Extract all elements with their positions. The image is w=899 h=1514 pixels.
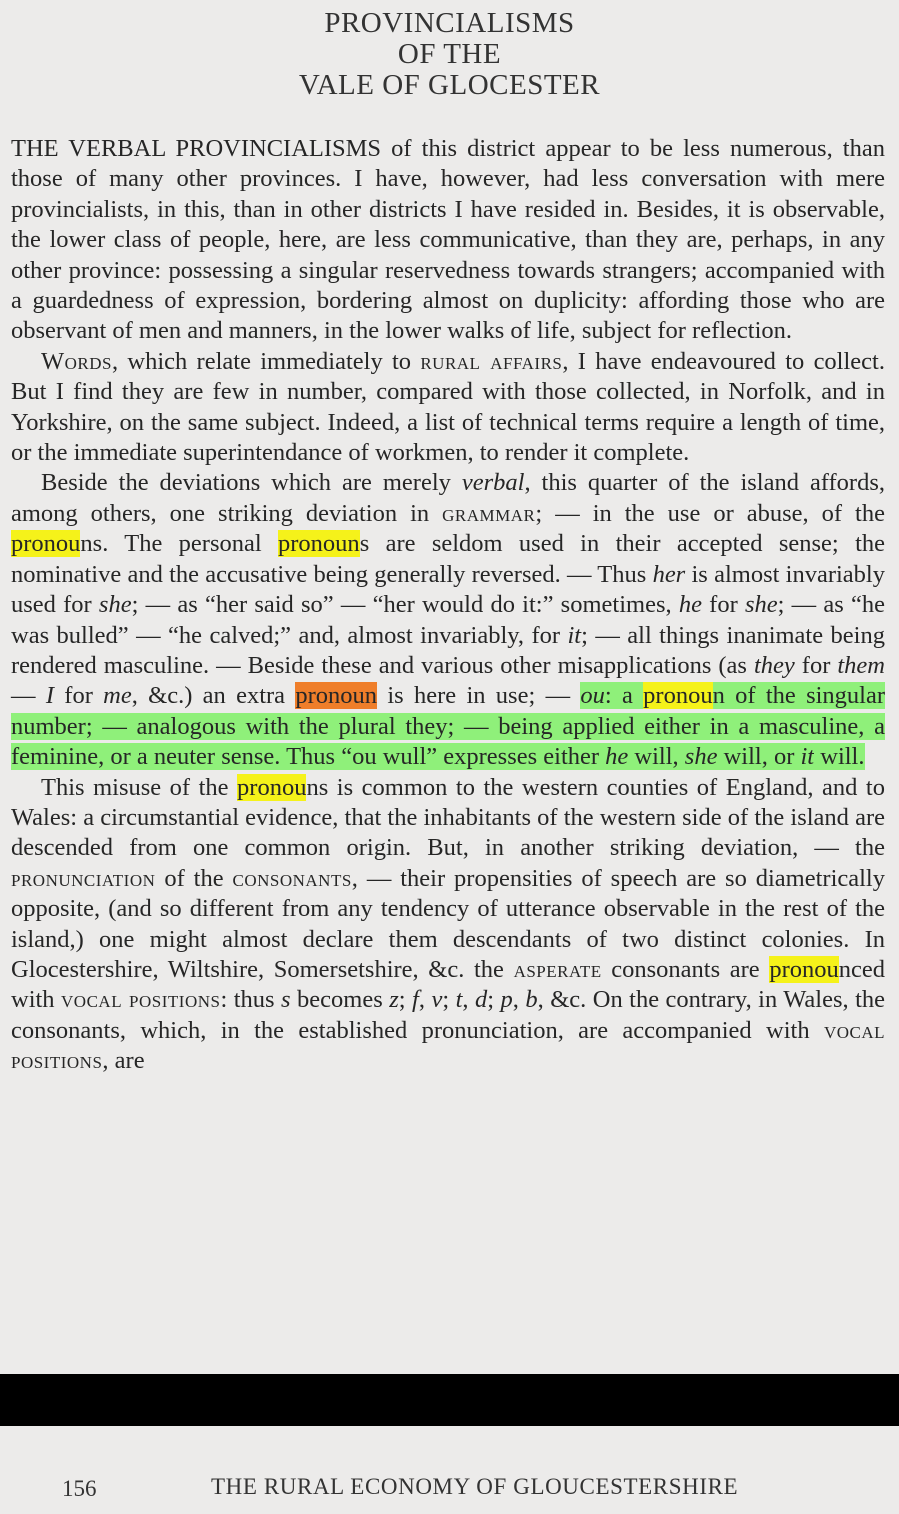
- small-caps-run: rural affairs: [420, 347, 563, 375]
- text-run: , &c.) an extra: [131, 682, 296, 710]
- highlight-yellow[interactable]: pronou: [769, 955, 839, 983]
- italic-run: they: [753, 651, 795, 679]
- small-caps-run: vocal positions: [11, 1016, 885, 1075]
- highlight-yellow[interactable]: pronoun: [278, 530, 360, 558]
- italic-run: me: [103, 682, 132, 710]
- italic-run: it: [567, 621, 582, 649]
- text-run: ns is common to the western counties of England, and to Wales: a circumstantial evidence, that the inhabitants of the western side of the island are descended from one common origin. But, in another striking deviation, — the: [11, 773, 885, 862]
- highlight-green[interactable]: : a: [604, 682, 644, 710]
- highlight-orange[interactable]: pronoun: [295, 682, 378, 710]
- text-run: ; — all things inanimate being rendered masculine. — Beside these and various other misapplications (as: [11, 621, 885, 679]
- paragraph-4: [11, 773, 885, 1077]
- running-head: THE RURAL ECONOMY OF GLOUCESTERSHIRE: [211, 1474, 739, 1499]
- text-run: is almost invariably used for: [11, 560, 885, 619]
- text-run: , are: [102, 1047, 145, 1075]
- small-caps-run: asperate: [513, 955, 602, 983]
- text-run: This misuse of the: [41, 773, 238, 801]
- text-run: s are seldom used in their accepted sense; the nominative and the accusative being generally reversed. — Thus: [11, 530, 885, 588]
- paragraph-2: [11, 347, 885, 469]
- paragraph-3: [11, 468, 885, 772]
- highlight-green[interactable]: will,: [628, 743, 685, 771]
- text-run: ,: [418, 986, 432, 1014]
- italic-run: verbal: [461, 469, 525, 497]
- highlight-green[interactable]: ou: [580, 682, 605, 710]
- title-line-3: VALE OF GLOCESTER: [298, 69, 601, 101]
- page-lower-area: [0, 1426, 899, 1514]
- paragraph-2-lead: Words: [41, 347, 112, 375]
- small-caps-run: vocal positions: [61, 986, 221, 1014]
- highlight-green[interactable]: n of the singular number; — analogous with the plural they; — being applied either in a masculine, a feminine, or a neuter sense. Thus “ou wull” expresses either: [11, 682, 885, 771]
- highlight-yellow[interactable]: pronou: [237, 773, 307, 801]
- text-run: ;: [398, 986, 413, 1014]
- page-title: [0, 8, 899, 101]
- italic-run: p: [500, 986, 513, 1014]
- italic-run: her: [652, 560, 686, 588]
- text-run: ;: [487, 986, 501, 1014]
- small-caps-run: pronunciation: [11, 864, 156, 892]
- text-run: nced with: [11, 955, 885, 1014]
- text-run: —: [11, 682, 46, 710]
- paragraph-1: [11, 134, 885, 347]
- small-caps-run: consonants: [232, 864, 352, 892]
- text-run: consonants are: [601, 955, 770, 983]
- italic-run: d: [475, 986, 488, 1014]
- italic-run: b: [525, 986, 538, 1014]
- highlight-green[interactable]: will, or: [717, 743, 801, 771]
- text-run: Beside the deviations which are merely: [41, 469, 462, 497]
- title-line-1: PROVINCIALISMS: [324, 7, 575, 39]
- text-run: ,: [512, 986, 526, 1014]
- text-run: is here in use; —: [377, 682, 581, 710]
- highlight-green[interactable]: he: [605, 743, 629, 771]
- text-run: of the: [155, 864, 233, 892]
- italic-run: she: [98, 591, 132, 619]
- text-run: ; — as “he was bulled” — “he calved;” and, almost invariably, for: [11, 591, 886, 649]
- italic-run: s: [281, 986, 291, 1014]
- text-run: ,: [462, 986, 476, 1014]
- title-line-2: OF THE: [397, 38, 502, 70]
- highlight-green[interactable]: it: [800, 743, 815, 771]
- text-run: , which relate immediately to: [111, 347, 421, 375]
- text-run: for: [794, 651, 838, 679]
- highlight-yellow[interactable]: pronou: [11, 530, 81, 558]
- small-caps-run: grammar: [442, 499, 536, 527]
- highlight-green[interactable]: she: [684, 743, 718, 771]
- text-run: , &c. On the contrary, in Wales, the consonants, which, in the established pronunciation, are accompanied with: [11, 986, 886, 1044]
- italic-run: v: [431, 986, 443, 1014]
- italic-run: f: [412, 986, 419, 1014]
- black-band: [0, 1374, 899, 1426]
- text-run: , — their propensities of speech are so diametrically opposite, (and so different from any tendency of utterance observable in the rest of the island,) one might almost declare them descendants of two distinct colonies. In Glocestershire, Wiltshire, Somersetshire, &c. the: [11, 864, 885, 983]
- italic-run: them: [837, 651, 885, 679]
- highlight-green[interactable]: will.: [814, 743, 865, 771]
- text-run: , I have endeavoured to collect. But I find they are few in number, compared with those collected, in Norfolk, and in Yorkshire, on the same subject. Indeed, a list of technical terms require a length of time, or the immediate superintendance of workmen, to render it complete.: [11, 347, 885, 467]
- italic-run: I: [45, 682, 54, 710]
- text-run: ;: [442, 986, 456, 1014]
- page-number: 156: [62, 1476, 97, 1501]
- body-text: [11, 134, 885, 1077]
- italic-run: z: [389, 986, 399, 1014]
- text-run: for: [701, 591, 745, 619]
- text-run: , this quarter of the island affords, among others, one striking deviation in: [11, 469, 886, 527]
- italic-run: he: [678, 591, 702, 619]
- text-run: ns. The personal: [80, 530, 279, 558]
- text-run: for: [53, 682, 104, 710]
- text-run: : thus: [220, 986, 282, 1014]
- text-run: ; — as “her said so” — “her would do it:” sometimes,: [131, 591, 679, 619]
- paragraph-1-text: of this district appear to be less numerous, than those of many other provinces. I have, however, had less conversation with mere provincialists, in this, than in other districts I have resided in. Besides, it is observable, the lower class of people, here, are less communicative, than they are, perhaps, in any other province: possessing a singular reservedness towards strangers; accompanied with a guardedness of expression, bordering almost on duplicity: affording those who are observant of men and manners, in the lower walks of life, subject for reflection.: [11, 135, 885, 345]
- italic-run: t: [455, 986, 463, 1014]
- italic-run: she: [744, 591, 778, 619]
- paragraph-1-lead: THE VERBAL PROVINCIALISMS: [11, 135, 382, 162]
- text-run: ; — in the use or abuse, of the: [535, 499, 885, 527]
- highlight-yellow[interactable]: pronou: [643, 682, 713, 710]
- text-run: becomes: [290, 986, 390, 1014]
